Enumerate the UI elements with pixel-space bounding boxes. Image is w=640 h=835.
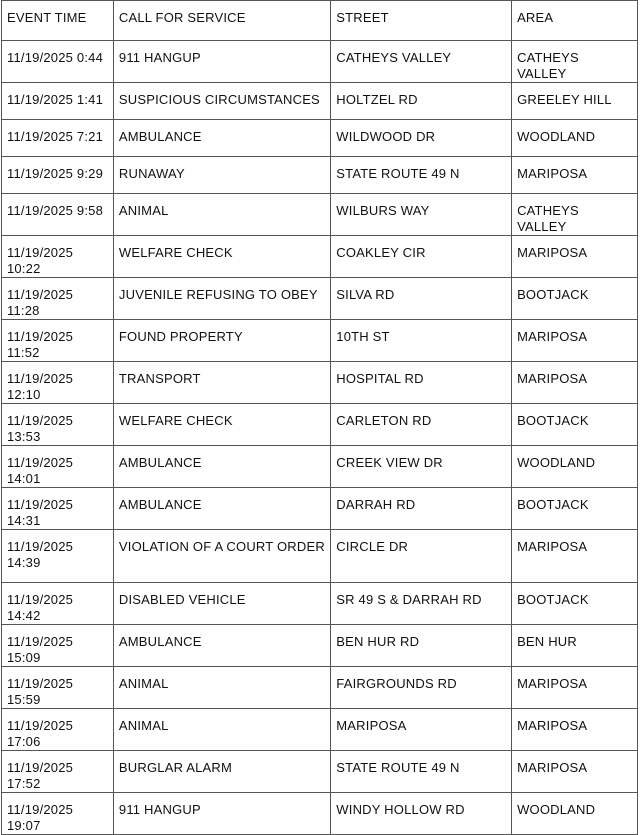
area-cell: BOOTJACK — [512, 278, 638, 320]
call-for-service-cell: AMBULANCE — [113, 446, 330, 488]
call-for-service-cell: RUNAWAY — [113, 157, 330, 194]
street-cell: WILDWOOD DR — [331, 120, 512, 157]
event-time-cell: 11/19/2025 11:52 — [2, 320, 114, 362]
call-for-service-cell: AMBULANCE — [113, 120, 330, 157]
area-cell: BOOTJACK — [512, 404, 638, 446]
event-time-cell: 11/19/2025 13:53 — [2, 404, 114, 446]
street-cell: COAKLEY CIR — [331, 236, 512, 278]
event-time-cell: 11/19/2025 14:42 — [2, 583, 114, 625]
event-time-cell: 11/19/2025 12:10 — [2, 362, 114, 404]
table-row — [2, 667, 638, 709]
area-cell: BOOTJACK — [512, 488, 638, 530]
table-row — [2, 751, 638, 793]
street-cell: STATE ROUTE 49 N — [331, 157, 512, 194]
table-row — [2, 41, 638, 83]
table-row — [2, 157, 638, 194]
call-for-service-cell: JUVENILE REFUSING TO OBEY — [113, 278, 330, 320]
street-cell: HOSPITAL RD — [331, 362, 512, 404]
table-row — [2, 236, 638, 278]
area-cell: BOOTJACK — [512, 583, 638, 625]
area-cell: MARIPOSA — [512, 236, 638, 278]
event-time-cell: 11/19/2025 11:28 — [2, 278, 114, 320]
column-header-call-for-service: CALL FOR SERVICE — [113, 1, 330, 41]
area-cell: CATHEYS VALLEY — [512, 194, 638, 236]
event-time-cell: 11/19/2025 17:06 — [2, 709, 114, 751]
call-log-table — [1, 0, 638, 835]
call-for-service-cell: ANIMAL — [113, 667, 330, 709]
table-row — [2, 320, 638, 362]
area-cell: WOODLAND — [512, 446, 638, 488]
table-row — [2, 583, 638, 625]
table-row — [2, 404, 638, 446]
event-time-cell: 11/19/2025 7:21 — [2, 120, 114, 157]
column-header-event-time: EVENT TIME — [2, 1, 114, 41]
street-cell: MARIPOSA — [331, 709, 512, 751]
table-row — [2, 194, 638, 236]
call-for-service-cell: VIOLATION OF A COURT ORDER — [113, 530, 330, 583]
street-cell: SILVA RD — [331, 278, 512, 320]
column-header-street: STREET — [331, 1, 512, 41]
table-row — [2, 120, 638, 157]
street-cell: DARRAH RD — [331, 488, 512, 530]
area-cell: BEN HUR — [512, 625, 638, 667]
call-for-service-cell: AMBULANCE — [113, 488, 330, 530]
street-cell: WINDY HOLLOW RD — [331, 793, 512, 835]
table-row — [2, 625, 638, 667]
call-for-service-cell: WELFARE CHECK — [113, 404, 330, 446]
table-row — [2, 83, 638, 120]
street-cell: HOLTZEL RD — [331, 83, 512, 120]
table-row — [2, 278, 638, 320]
call-for-service-cell: FOUND PROPERTY — [113, 320, 330, 362]
street-cell: BEN HUR RD — [331, 625, 512, 667]
area-cell: MARIPOSA — [512, 709, 638, 751]
table-body — [2, 41, 638, 835]
street-cell: FAIRGROUNDS RD — [331, 667, 512, 709]
event-time-cell: 11/19/2025 14:31 — [2, 488, 114, 530]
event-time-cell: 11/19/2025 15:09 — [2, 625, 114, 667]
table-row — [2, 709, 638, 751]
event-time-cell: 11/19/2025 0:44 — [2, 41, 114, 83]
call-for-service-cell: DISABLED VEHICLE — [113, 583, 330, 625]
event-time-cell: 11/19/2025 10:22 — [2, 236, 114, 278]
street-cell: CREEK VIEW DR — [331, 446, 512, 488]
call-for-service-cell: ANIMAL — [113, 194, 330, 236]
event-time-cell: 11/19/2025 14:39 — [2, 530, 114, 583]
area-cell: WOODLAND — [512, 793, 638, 835]
street-cell: CATHEYS VALLEY — [331, 41, 512, 83]
table-row — [2, 530, 638, 583]
event-time-cell: 11/19/2025 17:52 — [2, 751, 114, 793]
event-time-cell: 11/19/2025 14:01 — [2, 446, 114, 488]
call-for-service-cell: BURGLAR ALARM — [113, 751, 330, 793]
street-cell: SR 49 S & DARRAH RD — [331, 583, 512, 625]
area-cell: CATHEYS VALLEY — [512, 41, 638, 83]
area-cell: GREELEY HILL — [512, 83, 638, 120]
table-row — [2, 446, 638, 488]
area-cell: WOODLAND — [512, 120, 638, 157]
header-row — [2, 1, 638, 41]
call-for-service-cell: AMBULANCE — [113, 625, 330, 667]
event-time-cell: 11/19/2025 9:29 — [2, 157, 114, 194]
table-row — [2, 362, 638, 404]
street-cell: WILBURS WAY — [331, 194, 512, 236]
column-header-area: AREA — [512, 1, 638, 41]
call-for-service-cell: 911 HANGUP — [113, 793, 330, 835]
call-for-service-cell: ANIMAL — [113, 709, 330, 751]
street-cell: CARLETON RD — [331, 404, 512, 446]
street-cell: CIRCLE DR — [331, 530, 512, 583]
call-for-service-cell: 911 HANGUP — [113, 41, 330, 83]
event-time-cell: 11/19/2025 1:41 — [2, 83, 114, 120]
call-for-service-cell: SUSPICIOUS CIRCUMSTANCES — [113, 83, 330, 120]
area-cell: MARIPOSA — [512, 157, 638, 194]
event-time-cell: 11/19/2025 19:07 — [2, 793, 114, 835]
call-for-service-cell: WELFARE CHECK — [113, 236, 330, 278]
street-cell: 10TH ST — [331, 320, 512, 362]
event-time-cell: 11/19/2025 9:58 — [2, 194, 114, 236]
area-cell: MARIPOSA — [512, 362, 638, 404]
event-time-cell: 11/19/2025 15:59 — [2, 667, 114, 709]
street-cell: STATE ROUTE 49 N — [331, 751, 512, 793]
call-for-service-cell: TRANSPORT — [113, 362, 330, 404]
table-header — [2, 1, 638, 41]
table-row — [2, 793, 638, 835]
area-cell: MARIPOSA — [512, 530, 638, 583]
area-cell: MARIPOSA — [512, 667, 638, 709]
area-cell: MARIPOSA — [512, 751, 638, 793]
area-cell: MARIPOSA — [512, 320, 638, 362]
table-row — [2, 488, 638, 530]
